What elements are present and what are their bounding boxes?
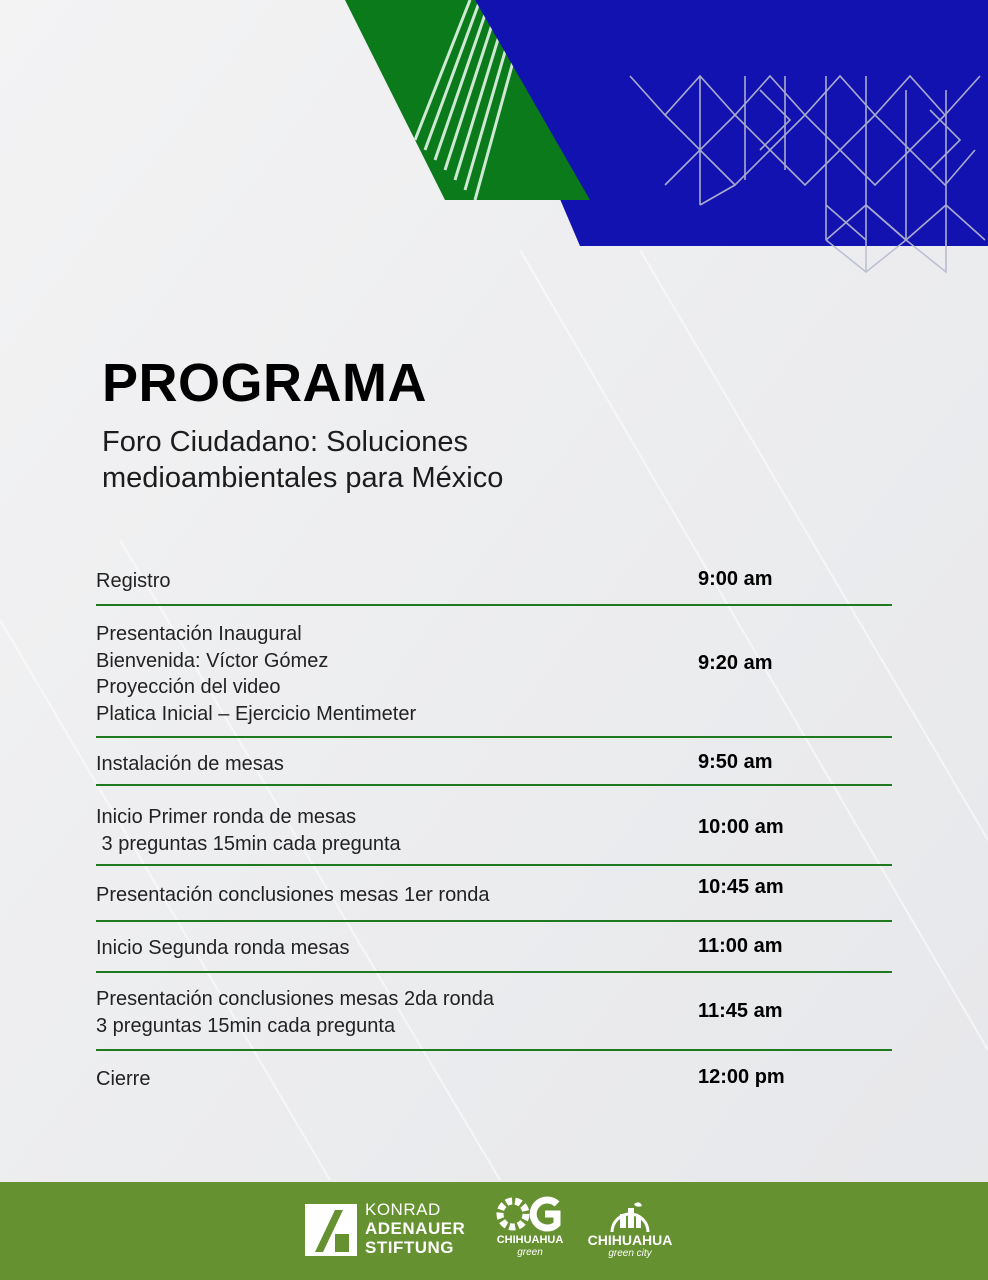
gc-logo-icon: [608, 1198, 652, 1232]
page-title: PROGRAMA: [102, 353, 427, 413]
schedule-activity: Cierre: [96, 1068, 151, 1090]
schedule-time: 11:00 am: [698, 935, 783, 957]
kas-logo-line-3: STIFTUNG: [365, 1238, 454, 1257]
divider: [96, 604, 892, 606]
subtitle-line-1: Foro Ciudadano: Soluciones: [102, 426, 468, 458]
schedule-time: 11:45 am: [698, 1000, 783, 1022]
kas-logo-icon: [305, 1204, 357, 1256]
cg-logo-icon: [495, 1196, 565, 1232]
divider: [96, 784, 892, 786]
divider: [96, 971, 892, 973]
kas-logo-line-1: KONRAD: [365, 1200, 441, 1219]
schedule-activity: Presentación conclusiones mesas 1er ronda: [96, 884, 490, 906]
schedule-time: 10:00 am: [698, 816, 784, 838]
cg-logo-tag: green: [517, 1247, 543, 1258]
schedule-time: 9:50 am: [698, 751, 773, 773]
schedule-activity: Inicio Segunda ronda mesas: [96, 937, 350, 959]
schedule-activity: Registro: [96, 570, 171, 592]
kas-logo: [305, 1202, 485, 1260]
schedule-activity: Presentación conclusiones mesas 2da ronda 3 preguntas 15min cada pregunta: [96, 988, 495, 1037]
schedule-activity: Inicio Primer ronda de mesas 3 preguntas 15min cada pregunta: [96, 806, 401, 855]
schedule-time: 9:00 am: [698, 568, 773, 590]
divider: [96, 864, 892, 866]
schedule-time: 12:00 pm: [698, 1066, 785, 1088]
schedule-time: 9:20 am: [698, 652, 773, 674]
footer-bar: [0, 1182, 988, 1280]
divider: [96, 736, 892, 738]
schedule-time: 10:45 am: [698, 876, 784, 898]
gc-logo-name: CHIHUAHUA: [587, 1232, 673, 1248]
divider: [96, 1049, 892, 1051]
cg-logo-name: CHIHUAHUA: [496, 1234, 564, 1246]
schedule-activity: Instalación de mesas: [96, 753, 284, 775]
chihuahua-green-logo: [488, 1196, 572, 1268]
subtitle-line-2: medioambientales para México: [102, 462, 504, 494]
schedule-activity: Presentación Inaugural Bienvenida: Víctor Gómez Proyección del video Platica Inicial – Ejercicio Mentimeter: [96, 623, 417, 725]
gc-logo-tag: green city: [608, 1248, 652, 1259]
divider: [96, 920, 892, 922]
page-subtitle: [102, 424, 662, 496]
kas-logo-line-2: ADENAUER: [365, 1219, 466, 1238]
chihuahua-green-city-logo: [580, 1196, 680, 1268]
